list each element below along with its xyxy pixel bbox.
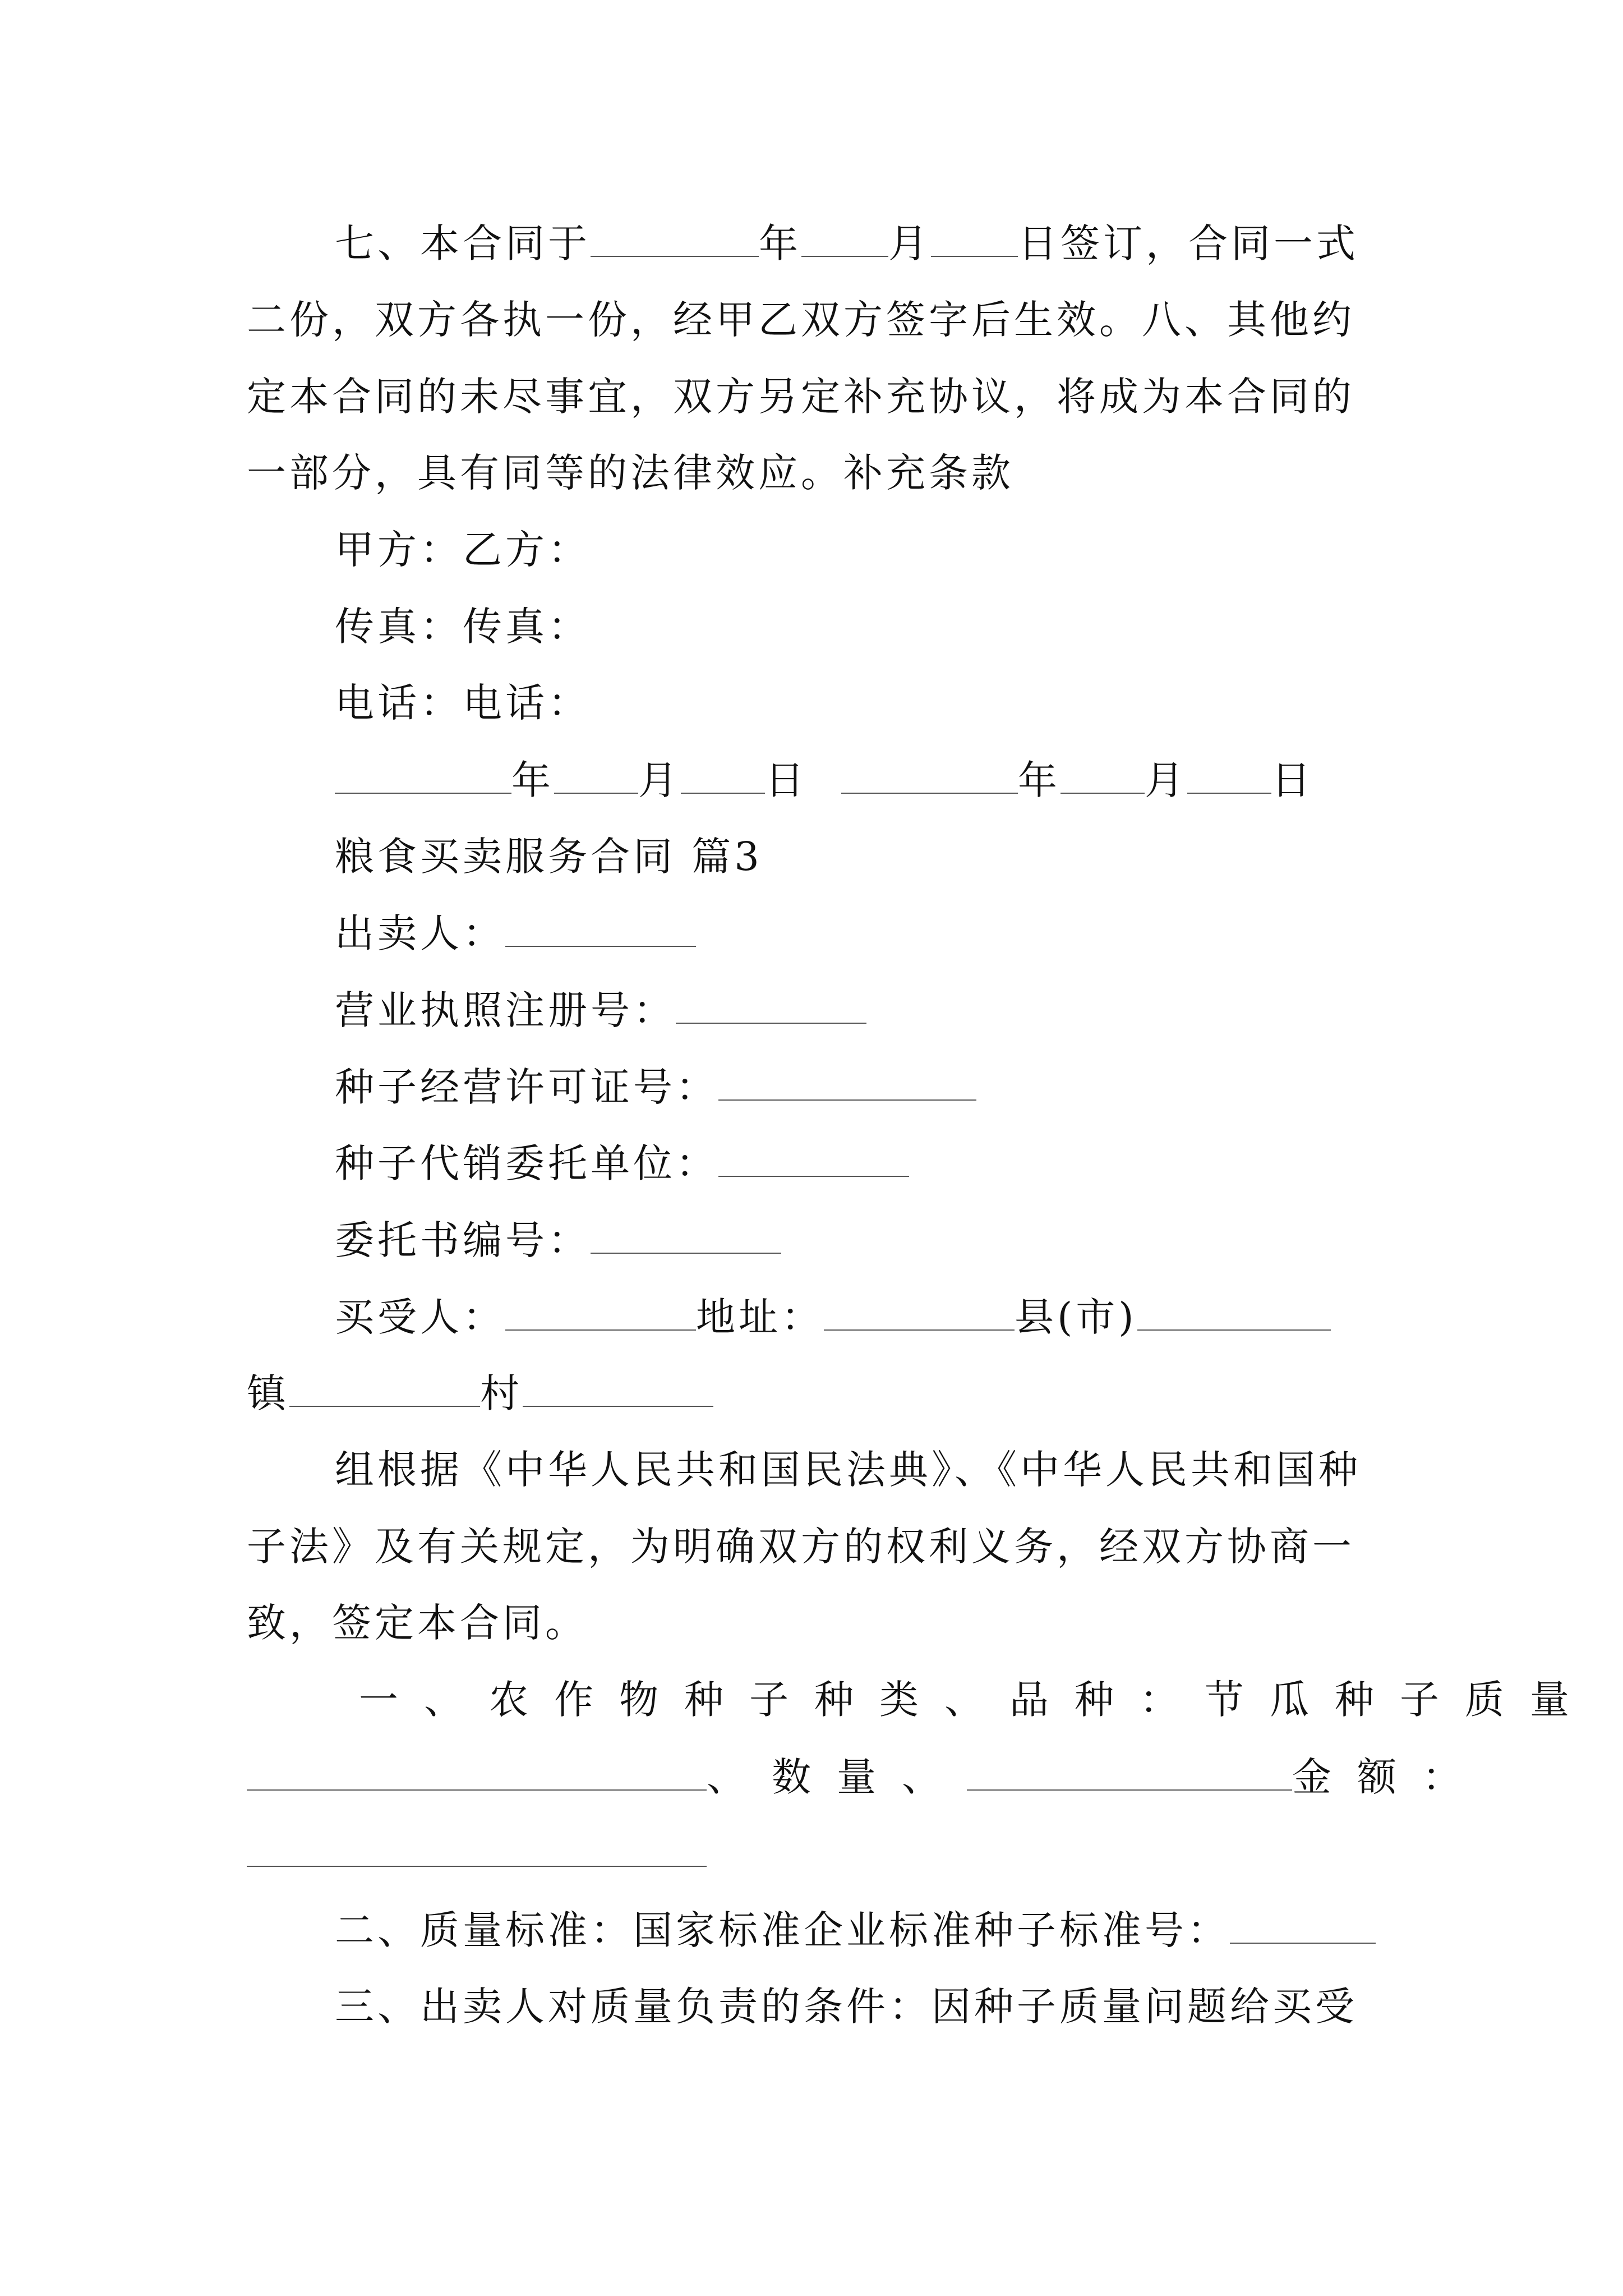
blank-line bbox=[335, 754, 511, 794]
text: 日 bbox=[1271, 757, 1314, 803]
blank-line bbox=[591, 1214, 781, 1254]
clause-2-line bbox=[335, 1904, 1376, 1955]
blank-line bbox=[841, 754, 1018, 794]
text: 日 bbox=[765, 757, 808, 803]
clause-1-line bbox=[247, 1751, 1487, 1802]
field-license bbox=[335, 984, 866, 1035]
field-label: 县(市) bbox=[1015, 1294, 1137, 1340]
blank-line bbox=[591, 218, 759, 257]
blank-line bbox=[554, 754, 638, 794]
date-line bbox=[335, 754, 1314, 805]
blank-line bbox=[1187, 754, 1271, 794]
clause-1-line bbox=[247, 1828, 707, 1878]
text: 月 bbox=[1145, 757, 1187, 803]
blank-line bbox=[967, 1751, 1292, 1791]
contract-line: 定本合同的未尽事宜，双方另定补充协议，将成为本合同的 bbox=[247, 374, 1355, 420]
text: 年 bbox=[759, 220, 801, 266]
clause-1-line: 一、农作物种子种类、品种：节瓜种子质量 bbox=[359, 1677, 1595, 1723]
text: 月 bbox=[638, 757, 681, 803]
text: 年 bbox=[1018, 757, 1061, 803]
text: 日签订，合同一式 bbox=[1018, 220, 1359, 266]
blank-line bbox=[681, 754, 765, 794]
fax-line: 传真：传真： bbox=[335, 604, 591, 650]
contract-line: 一部分，具有同等的法律效应。补充条款 bbox=[247, 450, 1014, 496]
section-heading: 粮食买卖服务合同 篇3 bbox=[335, 834, 763, 880]
field-buyer bbox=[335, 1291, 1331, 1342]
clause-3-line: 三、出卖人对质量负责的条件：因种子质量问题给买受 bbox=[335, 1984, 1358, 2030]
text: 七、本合同于 bbox=[335, 220, 591, 266]
field-commission-no bbox=[335, 1214, 781, 1265]
blank-line bbox=[247, 1828, 707, 1867]
party-line: 甲方：乙方： bbox=[335, 527, 591, 573]
blank-line bbox=[523, 1368, 713, 1407]
contract-line: 子法》及有关规定，为明确双方的权利义务，经双方协商一 bbox=[247, 1524, 1355, 1570]
blank-line bbox=[1230, 1904, 1376, 1944]
blank-line bbox=[801, 218, 888, 257]
text: 月 bbox=[888, 220, 931, 266]
blank-line bbox=[1137, 1291, 1331, 1331]
blank-line bbox=[247, 1751, 707, 1791]
contract-line: 二份，双方各执一份，经甲乙双方签字后生效。八、其他约 bbox=[247, 297, 1355, 343]
field-label: 买受人： bbox=[335, 1294, 505, 1340]
blank-line bbox=[289, 1368, 480, 1407]
blank-line bbox=[718, 1138, 909, 1177]
field-label: 出卖人： bbox=[335, 910, 505, 956]
field-label: 地址： bbox=[696, 1294, 824, 1340]
text: 年 bbox=[511, 757, 554, 803]
phone-line: 电话：电话： bbox=[335, 680, 591, 726]
contract-line: 致，签定本合同。 bbox=[247, 1600, 588, 1646]
text: 、数量、 bbox=[707, 1754, 967, 1800]
field-label: 种子代销委托单位： bbox=[335, 1140, 718, 1186]
text: 金额： bbox=[1292, 1754, 1487, 1800]
blank-line bbox=[718, 1061, 976, 1101]
field-label: 镇 bbox=[247, 1370, 289, 1416]
field-label: 营业执照注册号： bbox=[335, 987, 676, 1033]
field-agent bbox=[335, 1138, 909, 1188]
text: 二、质量标准：国家标准企业标准种子标准号： bbox=[335, 1907, 1230, 1953]
blank-line bbox=[676, 984, 866, 1024]
field-label: 村 bbox=[480, 1370, 523, 1416]
blank-line bbox=[1061, 754, 1145, 794]
contract-line bbox=[335, 218, 1359, 268]
blank-line bbox=[505, 1291, 696, 1331]
field-label: 委托书编号： bbox=[335, 1217, 591, 1263]
blank-line bbox=[505, 908, 696, 947]
field-town bbox=[247, 1368, 713, 1418]
field-label: 种子经营许可证号： bbox=[335, 1064, 718, 1110]
blank-line bbox=[824, 1291, 1015, 1331]
blank-line bbox=[931, 218, 1018, 257]
field-seller bbox=[335, 908, 696, 958]
contract-line: 组根据《中华人民共和国民法典》、《中华人民共和国种 bbox=[335, 1447, 1361, 1493]
field-seed-permit bbox=[335, 1061, 976, 1112]
